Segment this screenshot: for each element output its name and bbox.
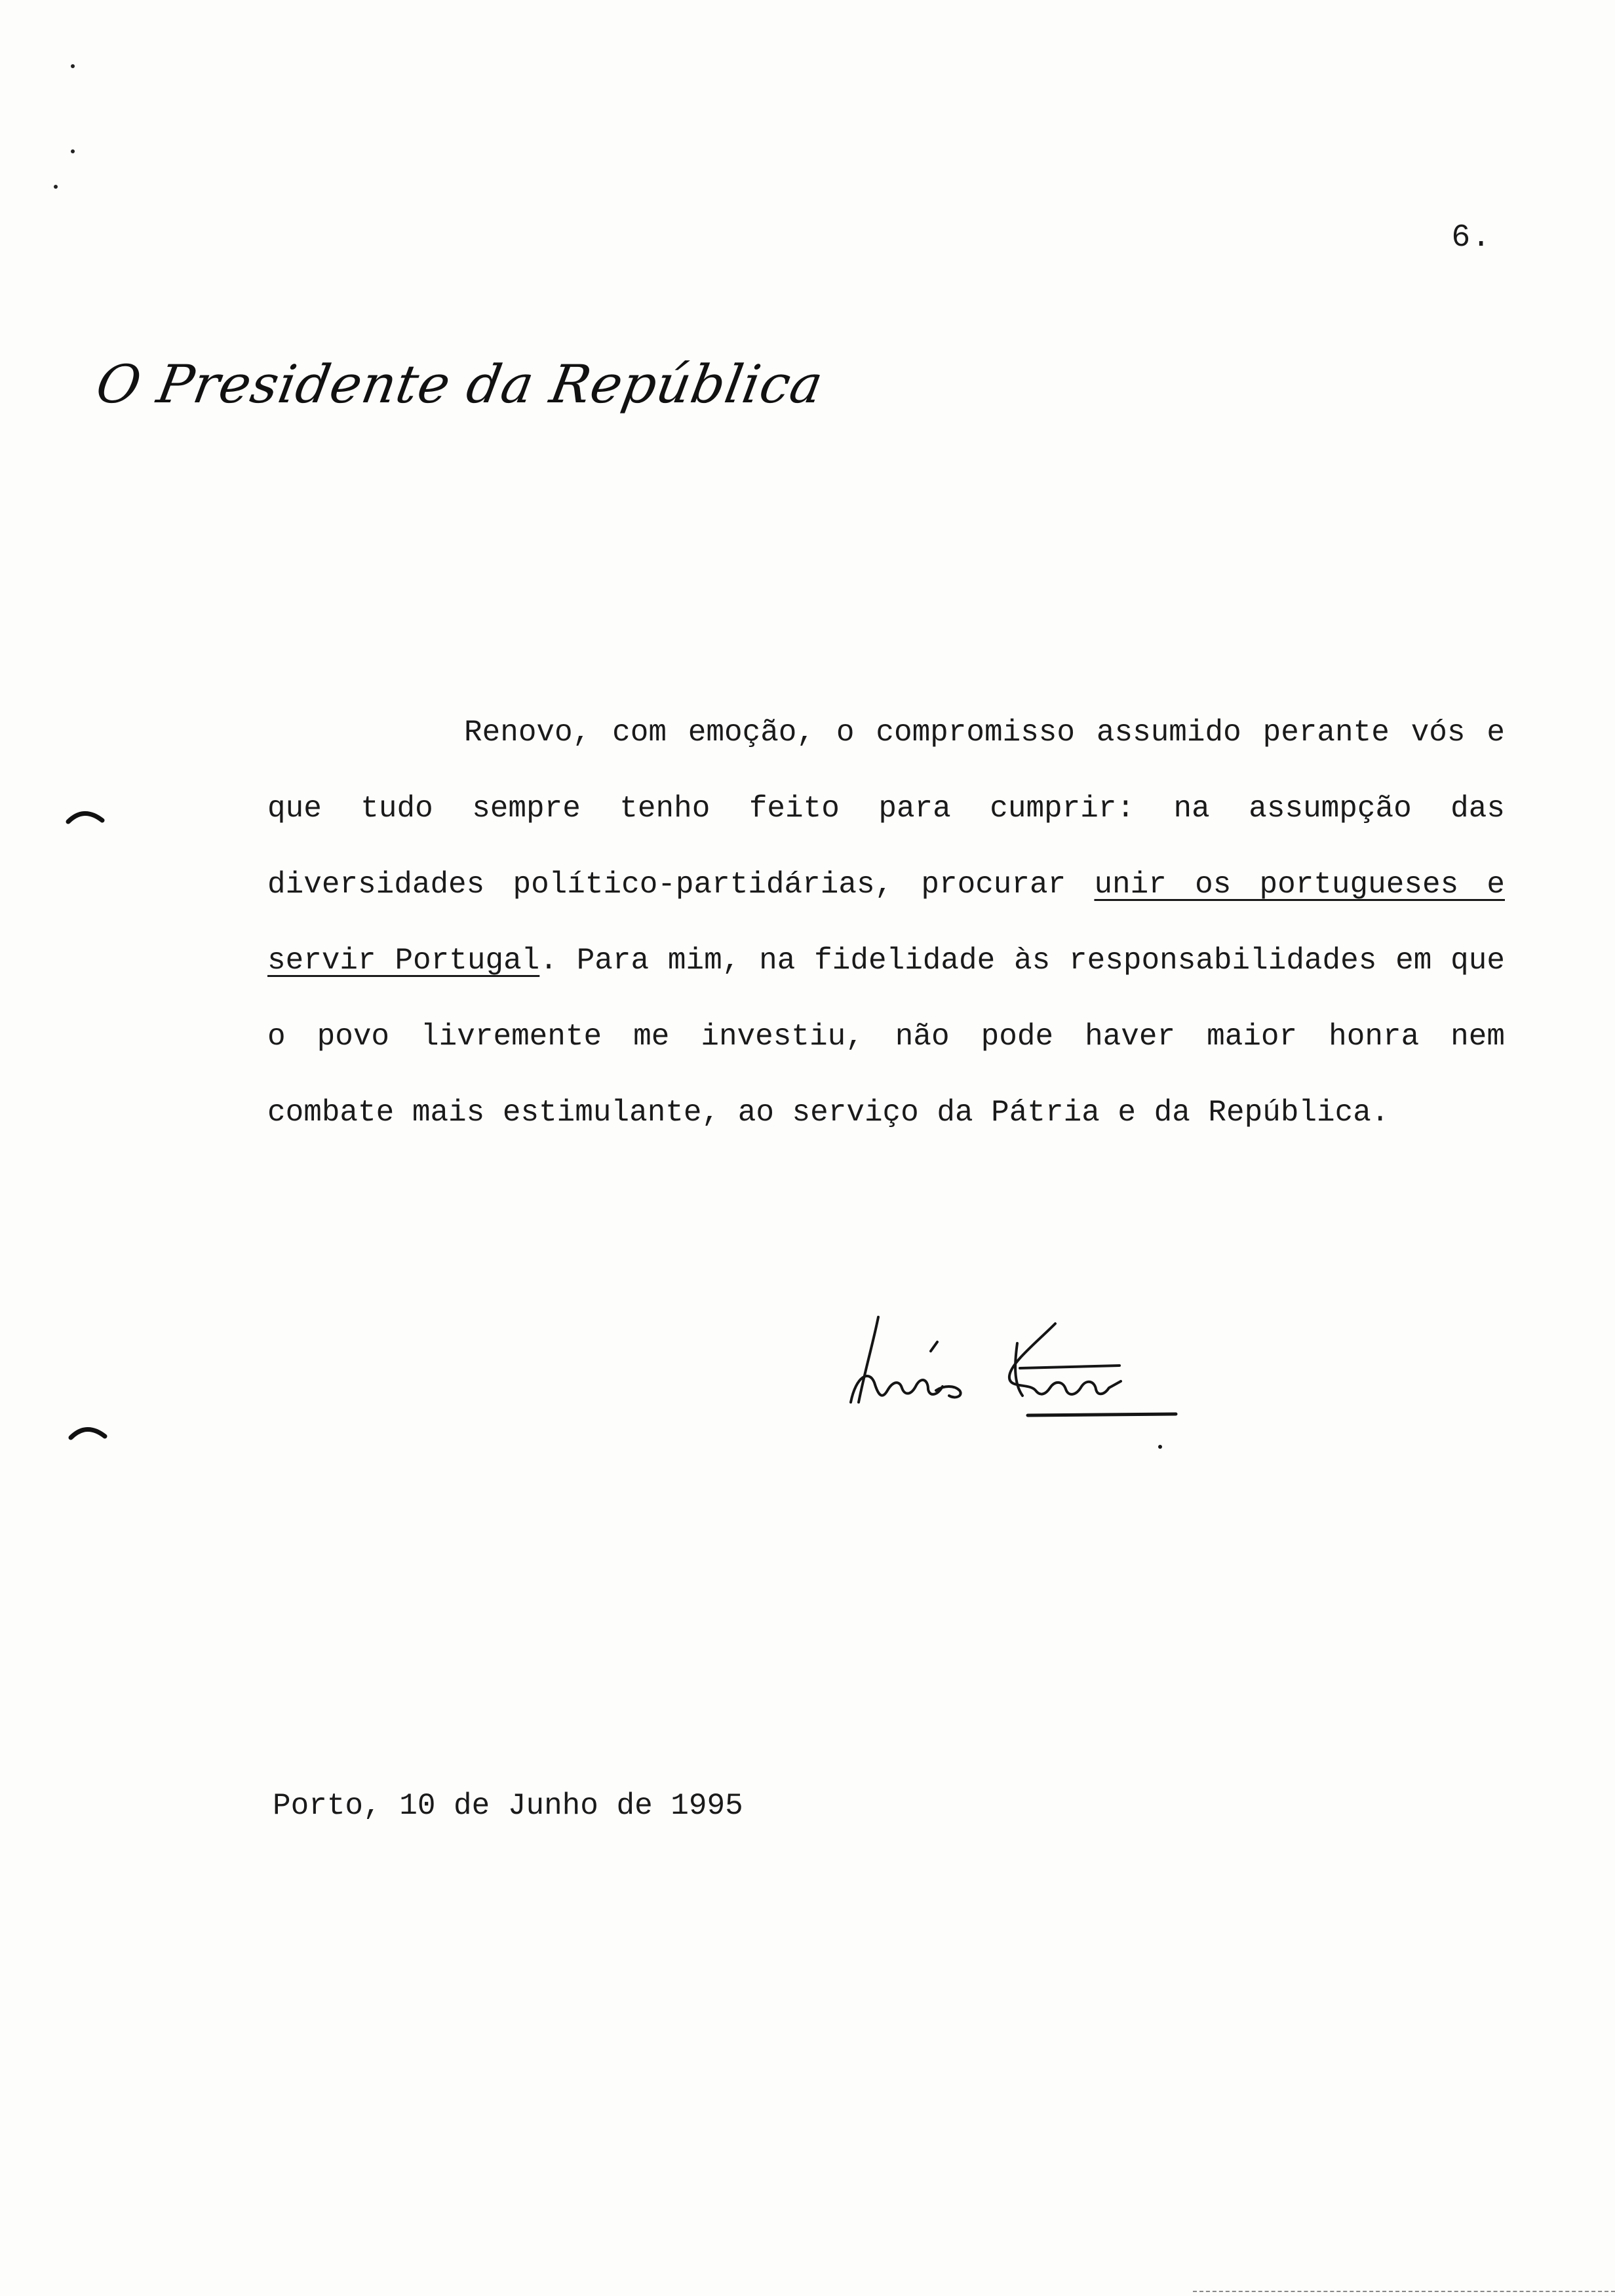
scan-edge-line (1193, 2291, 1615, 2294)
scan-speck (71, 64, 75, 68)
punch-hole-mark (68, 1421, 107, 1440)
scan-speck (54, 185, 58, 189)
punch-hole-mark (66, 805, 105, 824)
underlined-phrase: unir os portugueses e servir Portugal (267, 868, 1505, 978)
paragraph-text-2: . Para mim, na fidelidade às responsabilidades em que o povo livremente me investiu, não pode haver maior honra nem combate mais estimulante, ao serviço da Pátria e da República. (267, 944, 1505, 1130)
paragraph (267, 695, 1505, 1151)
letterhead-title: O Presidente da República (92, 354, 828, 415)
scan-speck (71, 149, 75, 153)
handwritten-signature (839, 1304, 1206, 1461)
body-paragraph (267, 695, 1505, 1151)
page-number: 6. (1451, 220, 1492, 256)
paragraph-text-1: Renovo, com emoção, o compromisso assumido perante vós e que tudo sempre tenho feito para cumprir: na assumpção das diversidades político-partidárias, procurar (267, 716, 1505, 902)
place-and-date: Porto, 10 de Junho de 1995 (273, 1789, 743, 1823)
